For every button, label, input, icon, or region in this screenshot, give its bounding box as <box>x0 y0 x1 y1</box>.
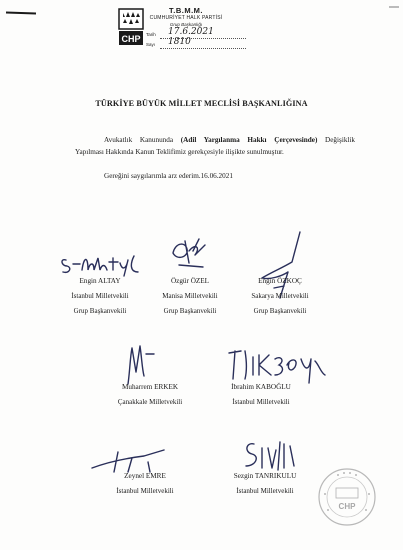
signature-ibrahim-kaboglu <box>225 345 330 385</box>
registration-stamp <box>118 4 268 52</box>
signatory-role: Grup Başkanvekili <box>163 307 217 315</box>
signatory-role: İstanbul Milletvekili <box>232 398 290 406</box>
svg-text:CHP: CHP <box>338 502 356 511</box>
signatory-name: Özgür ÖZEL <box>170 277 210 285</box>
body-paragraph <box>75 135 355 158</box>
signatory-name: Zeynel EMRE <box>124 472 166 480</box>
signatory-role: İstanbul Milletvekili <box>71 292 129 300</box>
signatory-role: Grup Başkanvekili <box>253 307 307 315</box>
document-heading: TÜRKİYE BÜYÜK MİLLET MECLİSİ BAŞKANLIĞINA <box>95 99 308 108</box>
signatory-role: Manisa Milletvekili <box>162 292 218 300</box>
signature-engin-altay <box>58 250 138 280</box>
signature-ozgur-ozel <box>165 233 215 273</box>
signatory-name: Engin ALTAY <box>79 277 121 285</box>
stamp-number-line <box>146 37 246 50</box>
signatory-role: İstanbul Milletvekili <box>236 487 294 495</box>
stamp-date-label: Tarih <box>146 32 156 37</box>
signatory-role: Sakarya Milletvekili <box>251 292 309 300</box>
stamp-number-label: Sayı <box>146 42 156 47</box>
svg-text:CHP: CHP <box>121 34 141 44</box>
signature-sezgin-tanrikulu <box>240 438 300 472</box>
stamp-date-line <box>146 27 246 40</box>
corner-mark <box>6 11 36 14</box>
signatory-role: İstanbul Milletvekili <box>116 487 174 495</box>
para-after-bold: Değişiklik <box>317 136 355 144</box>
corner-mark <box>389 6 399 8</box>
signatory-name: İbrahim KABOĞLU <box>231 383 291 391</box>
para-bold: (Adil Yargılanma Hakkı Çerçevesinde) <box>180 136 318 144</box>
stamp-date-value: 17.6.2021 <box>168 27 214 37</box>
signatory-name: Muharrem ERKEK <box>121 383 179 391</box>
stamp-party: CUMHURİYET HALK PARTİSİ <box>149 15 223 21</box>
stamp-group: Grup Başkanlığı <box>169 22 203 27</box>
signatory-name: Sezgin TANRIKULU <box>233 472 297 480</box>
party-seal-icon <box>316 466 378 528</box>
signatory-name: Engin ÖZKOÇ <box>258 277 302 285</box>
signatory-role: Çanakkale Milletvekili <box>117 398 183 406</box>
signature-zeynel-emre <box>88 448 173 474</box>
stamp-number-value: 1810 <box>168 37 191 47</box>
closing-line: Gereğini saygılarımla arz ederim.16.06.2021 <box>104 172 233 180</box>
para-line2: Yapılması Hakkında Kanun Teklifimiz gerekçesiyle ilişikte sunulmuştur. <box>75 147 284 156</box>
stamp-title: T.B.M.M. <box>169 6 203 15</box>
chp-logo-icon <box>118 8 144 48</box>
para-intro: Avukatlık Kanununda <box>104 136 174 144</box>
signature-muharrem-erkek <box>118 340 158 385</box>
signatory-role: Grup Başkanvekili <box>73 307 127 315</box>
